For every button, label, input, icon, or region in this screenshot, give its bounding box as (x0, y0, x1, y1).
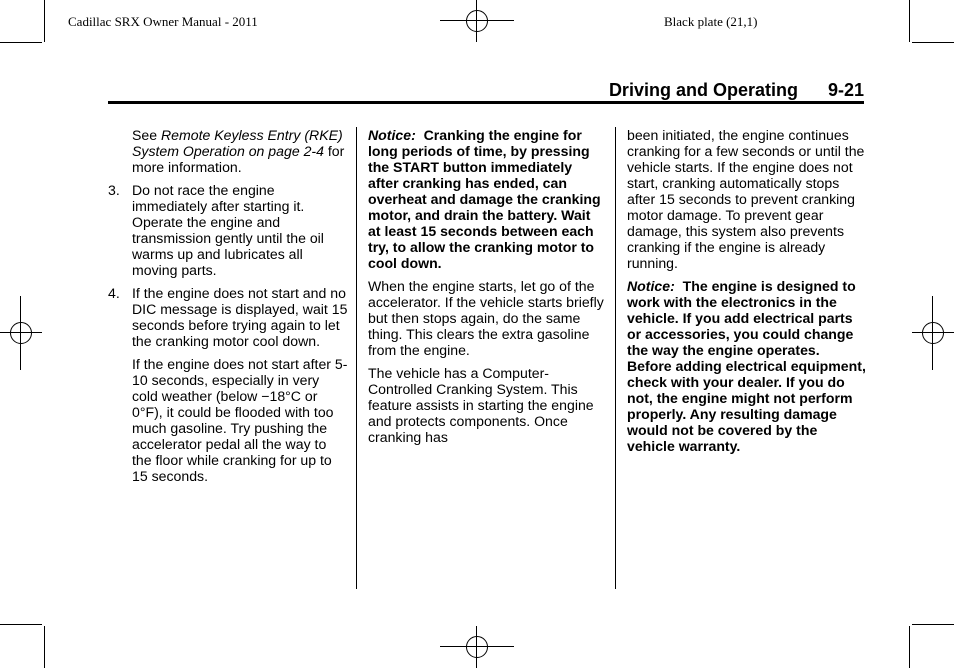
list-text: Do not race the engine immediately after starting it. Operate the engine and transmission gently until the oil warms up and lubricates all moving parts. (132, 182, 324, 278)
list-text: If the engine does not start after 5-10 seconds, especially in very cold weather (below −18°C or 0°F), it could be flooded with too much gasoline. Try pushing the accelerator pedal all the way to the floor while cranking for up to 15 seconds. (132, 356, 348, 484)
column-3 (627, 127, 867, 461)
column-divider (356, 127, 357, 589)
crop-mark (909, 626, 910, 668)
page-number: 9-21 (827, 80, 864, 100)
plate-label: Black plate (21,1) (664, 14, 758, 29)
list-item (108, 285, 348, 484)
heading-rule (108, 101, 864, 104)
notice-paragraph: Notice: Cranking the engine for long periods of time, by pressing the START button immediately after cranking has ended, can overheat and damage the cranking motor, and drain the battery. Wait at least 15 seconds between each try, to allow the cranking motor to cool down. (368, 127, 601, 271)
crop-mark (44, 0, 45, 42)
section-heading (609, 80, 864, 101)
notice-label: Notice: (627, 278, 675, 294)
crop-mark (0, 42, 42, 43)
paragraph: The vehicle has a Computer-Controlled Cranking System. This feature assists in starting the engine and protects components. Once cranking has (368, 365, 594, 445)
registration-mark-right (910, 296, 954, 370)
registration-mark-top (440, 0, 514, 44)
column-divider (615, 127, 616, 589)
list-number: 4. (108, 285, 120, 301)
crop-mark (912, 42, 954, 43)
paragraph: been initiated, the engine continues cranking for a few seconds or until the vehicle starts. If the engine does not start, cranking automatically stops after 15 seconds to prevent cranking motor damage. To prevent gear damage, this system also prevents cranking if the engine is already running. (627, 127, 865, 271)
crop-mark (912, 624, 954, 625)
list-item (108, 182, 348, 278)
crop-mark (909, 0, 910, 42)
registration-mark-bottom (440, 624, 514, 668)
manual-title: Cadillac SRX Owner Manual - 2011 (68, 14, 258, 29)
section-title: Driving and Operating (608, 80, 798, 100)
column-2 (368, 127, 606, 452)
column-1 (108, 127, 348, 491)
paragraph: When the engine starts, let go of the accelerator. If the vehicle starts briefly but then stops again, do the same thing. This clears the extra gasoline from the engine. (368, 278, 604, 358)
list-text: If the engine does not start and no DIC message is displayed, wait 15 seconds before trying again to let the cranking motor cool down. (132, 285, 348, 349)
crop-mark (0, 624, 42, 625)
cross-reference-link[interactable]: Remote Keyless Entry (RKE) System Operation on page 2-4 (132, 127, 343, 159)
notice-paragraph: Notice: The engine is designed to work with the electronics in the vehicle. If you add electrical parts or accessories, you could change the way the engine operates. Before adding electrical equipment, check with your dealer. If you do not, the engine might not perform properly. Any resulting damage would not be covered by the vehicle warranty. (627, 278, 866, 454)
list-number: 3. (108, 182, 120, 198)
crop-mark (44, 626, 45, 668)
see-reference: See Remote Keyless Entry (RKE) System Operation on page 2-4 for more information. (132, 127, 345, 175)
notice-label: Notice: (368, 127, 416, 143)
registration-mark-left (0, 296, 44, 370)
